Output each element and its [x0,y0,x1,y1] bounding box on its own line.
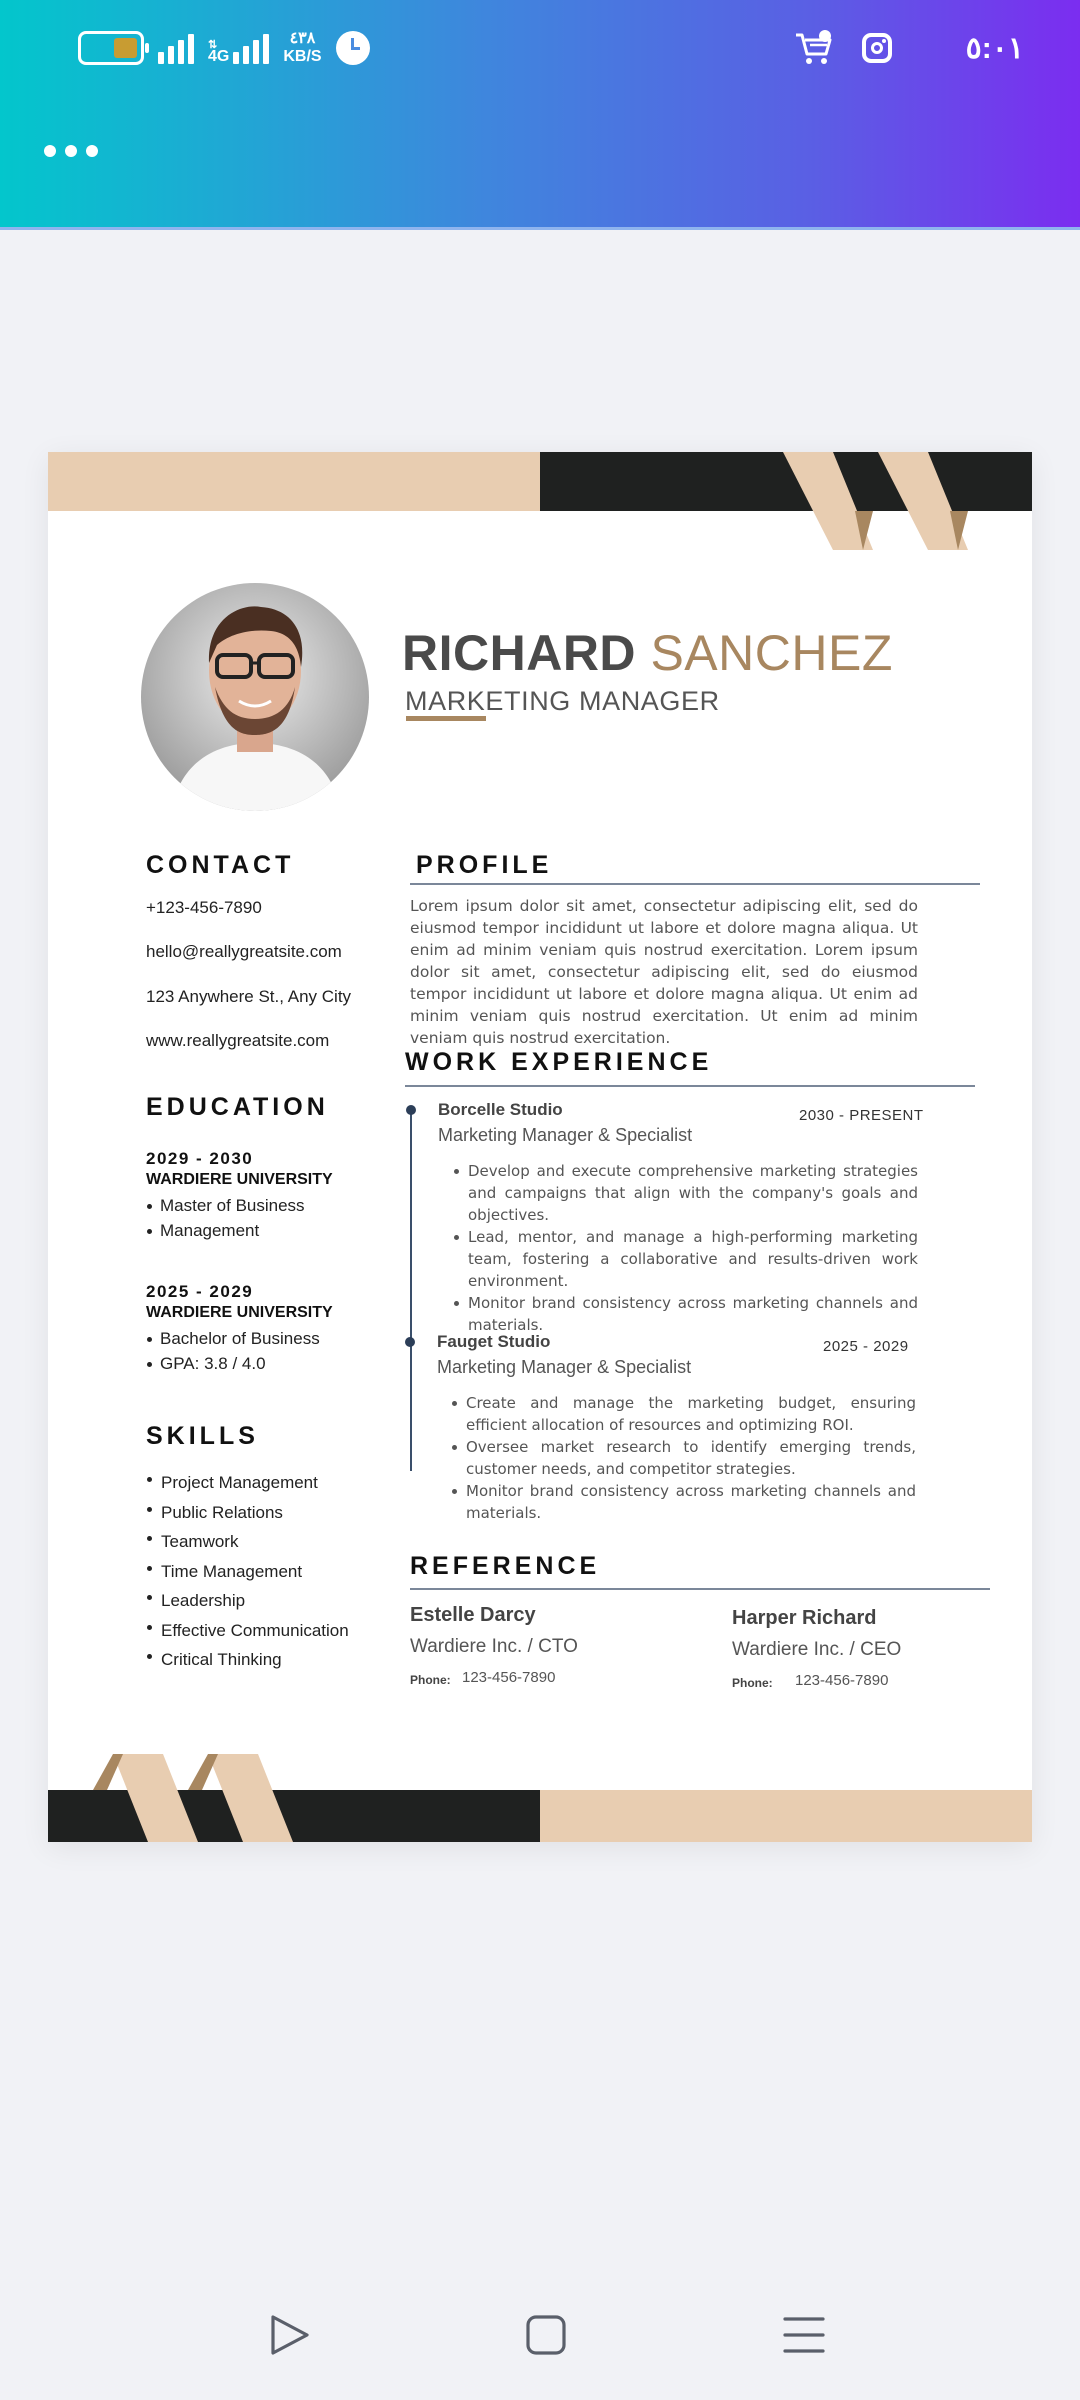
timeline-line [410,1112,412,1471]
section-divider [410,883,980,885]
signal-icon [158,32,194,64]
reference-phone-label: Phone: [410,1673,451,1687]
skill-item: Project Management [146,1468,349,1498]
job-bullets [452,1160,918,1336]
job-company: Fauget Studio [437,1332,551,1351]
contact-address: 123 Anywhere St., Any City [146,987,352,1006]
education-years: 2025 - 2029 [146,1282,254,1301]
network-type: ⇅ 4G [208,39,230,65]
reference-name: Estelle Darcy [410,1604,536,1626]
resume-document [48,452,1032,1842]
education-school: WARDIERE UNIVERSITY [146,1171,333,1188]
timeline-dot [405,1337,415,1347]
job-title: MARKETING MANAGER [405,686,720,716]
job-company: Borcelle Studio [438,1100,563,1119]
job-dates: 2030 - PRESENT [799,1107,924,1124]
profile-text: Lorem ipsum dolor sit amet, consectetur adipiscing elit, sed do eiusmod tempor incididunt ut labore et dolore magna aliqua. Ut enim ad minim veniam quis nostrud exercitation. Lorem ipsum dolor sit amet, consectetur adipiscing elit, sed do eiusmod tempor incididunt ut labore et dolore magna aliqua. Ut enim ad minim veniam quis nostrud exercitation. Ut enim ad minim veniam quis nostrud exercitation. [410,897,918,1047]
timeline-dot [406,1105,416,1115]
education-detail: Master of Business [146,1193,356,1218]
alarm-icon [336,31,370,65]
network-speed: ٤٣٨ KB/S [283,30,322,65]
education-years: 2029 - 2030 [146,1149,254,1168]
job-dates: 2025 - 2029 [823,1338,909,1355]
home-icon[interactable] [521,2310,571,2360]
status-right [794,28,1024,68]
job-bullet: Monitor brand consistency across marketing channels and materials. [450,1480,916,1524]
skill-item: Teamwork [146,1527,349,1557]
profile-photo [141,583,369,811]
last-name: SANCHEZ [650,625,893,681]
job-bullets [450,1392,916,1524]
skill-item: Critical Thinking [146,1645,349,1675]
cart-icon [794,30,834,66]
contact-website: www.reallygreatsite.com [146,1031,330,1050]
contact-email: hello@reallygreatsite.com [146,942,342,961]
job-role: Marketing Manager & Specialist [437,1357,692,1377]
clock: ٥:٠١ [965,31,1024,65]
contact-heading: CONTACT [146,851,295,879]
job-bullet: Monitor brand consistency across marketing channels and materials. [452,1292,918,1336]
section-divider [410,1588,990,1590]
more-dots-icon[interactable] [44,145,98,157]
status-left [78,28,370,68]
reference-name: Harper Richard [732,1607,877,1629]
education-heading: EDUCATION [146,1093,329,1121]
menu-icon[interactable] [779,2310,829,2360]
job-bullet: Lead, mentor, and manage a high-performing marketing team, fostering a collaborative and results-driven work environment. [452,1226,918,1292]
job-bullet: Oversee market research to identify emerging trends, customer needs, and competitor strategies. [450,1436,916,1480]
decor-band [540,1790,1032,1842]
instagram-icon[interactable] [862,33,892,63]
contact-phone: +123-456-7890 [146,898,262,917]
skill-item: Effective Communication [146,1616,349,1646]
education-detail: Bachelor of Business [146,1326,356,1351]
reference-phone: 123-456-7890 [462,1669,556,1686]
decor-ribbon [783,452,983,552]
reference-phone-label: Phone: [732,1676,773,1690]
skills-list [146,1468,349,1675]
skills-heading: SKILLS [146,1422,259,1450]
person-name [402,624,893,682]
job-bullet: Create and manage the marketing budget, ensuring efficient allocation of resources and optimizing ROI. [450,1392,916,1436]
title-underline [406,716,486,721]
reference-company: Wardiere Inc. / CEO [732,1639,902,1660]
education-entry [146,1282,356,1376]
section-divider [405,1085,975,1087]
job-role: Marketing Manager & Specialist [438,1125,693,1145]
education-detail: GPA: 3.8 / 4.0 [146,1351,356,1376]
work-heading: WORK EXPERIENCE [405,1048,713,1076]
skill-item: Time Management [146,1557,349,1587]
education-school: WARDIERE UNIVERSITY [146,1304,333,1321]
data-signal-icon [233,32,269,64]
skill-item: Public Relations [146,1498,349,1528]
decor-ribbon [93,1752,293,1842]
back-icon[interactable] [265,2310,315,2360]
profile-heading: PROFILE [416,851,553,879]
reference-phone: 123-456-7890 [795,1672,889,1689]
reference-heading: REFERENCE [410,1552,601,1580]
skill-item: Leadership [146,1586,349,1616]
status-bar [0,0,1080,230]
battery-icon [78,31,144,65]
reference-company: Wardiere Inc. / CTO [410,1636,578,1657]
first-name: RICHARD [402,625,637,681]
education-detail: Management [146,1218,356,1243]
navigation-bar [0,2290,1080,2380]
decor-band [48,452,540,511]
job-bullet: Develop and execute comprehensive marketing strategies and campaigns that align with the company's goals and objectives. [452,1160,918,1226]
education-entry [146,1149,356,1243]
